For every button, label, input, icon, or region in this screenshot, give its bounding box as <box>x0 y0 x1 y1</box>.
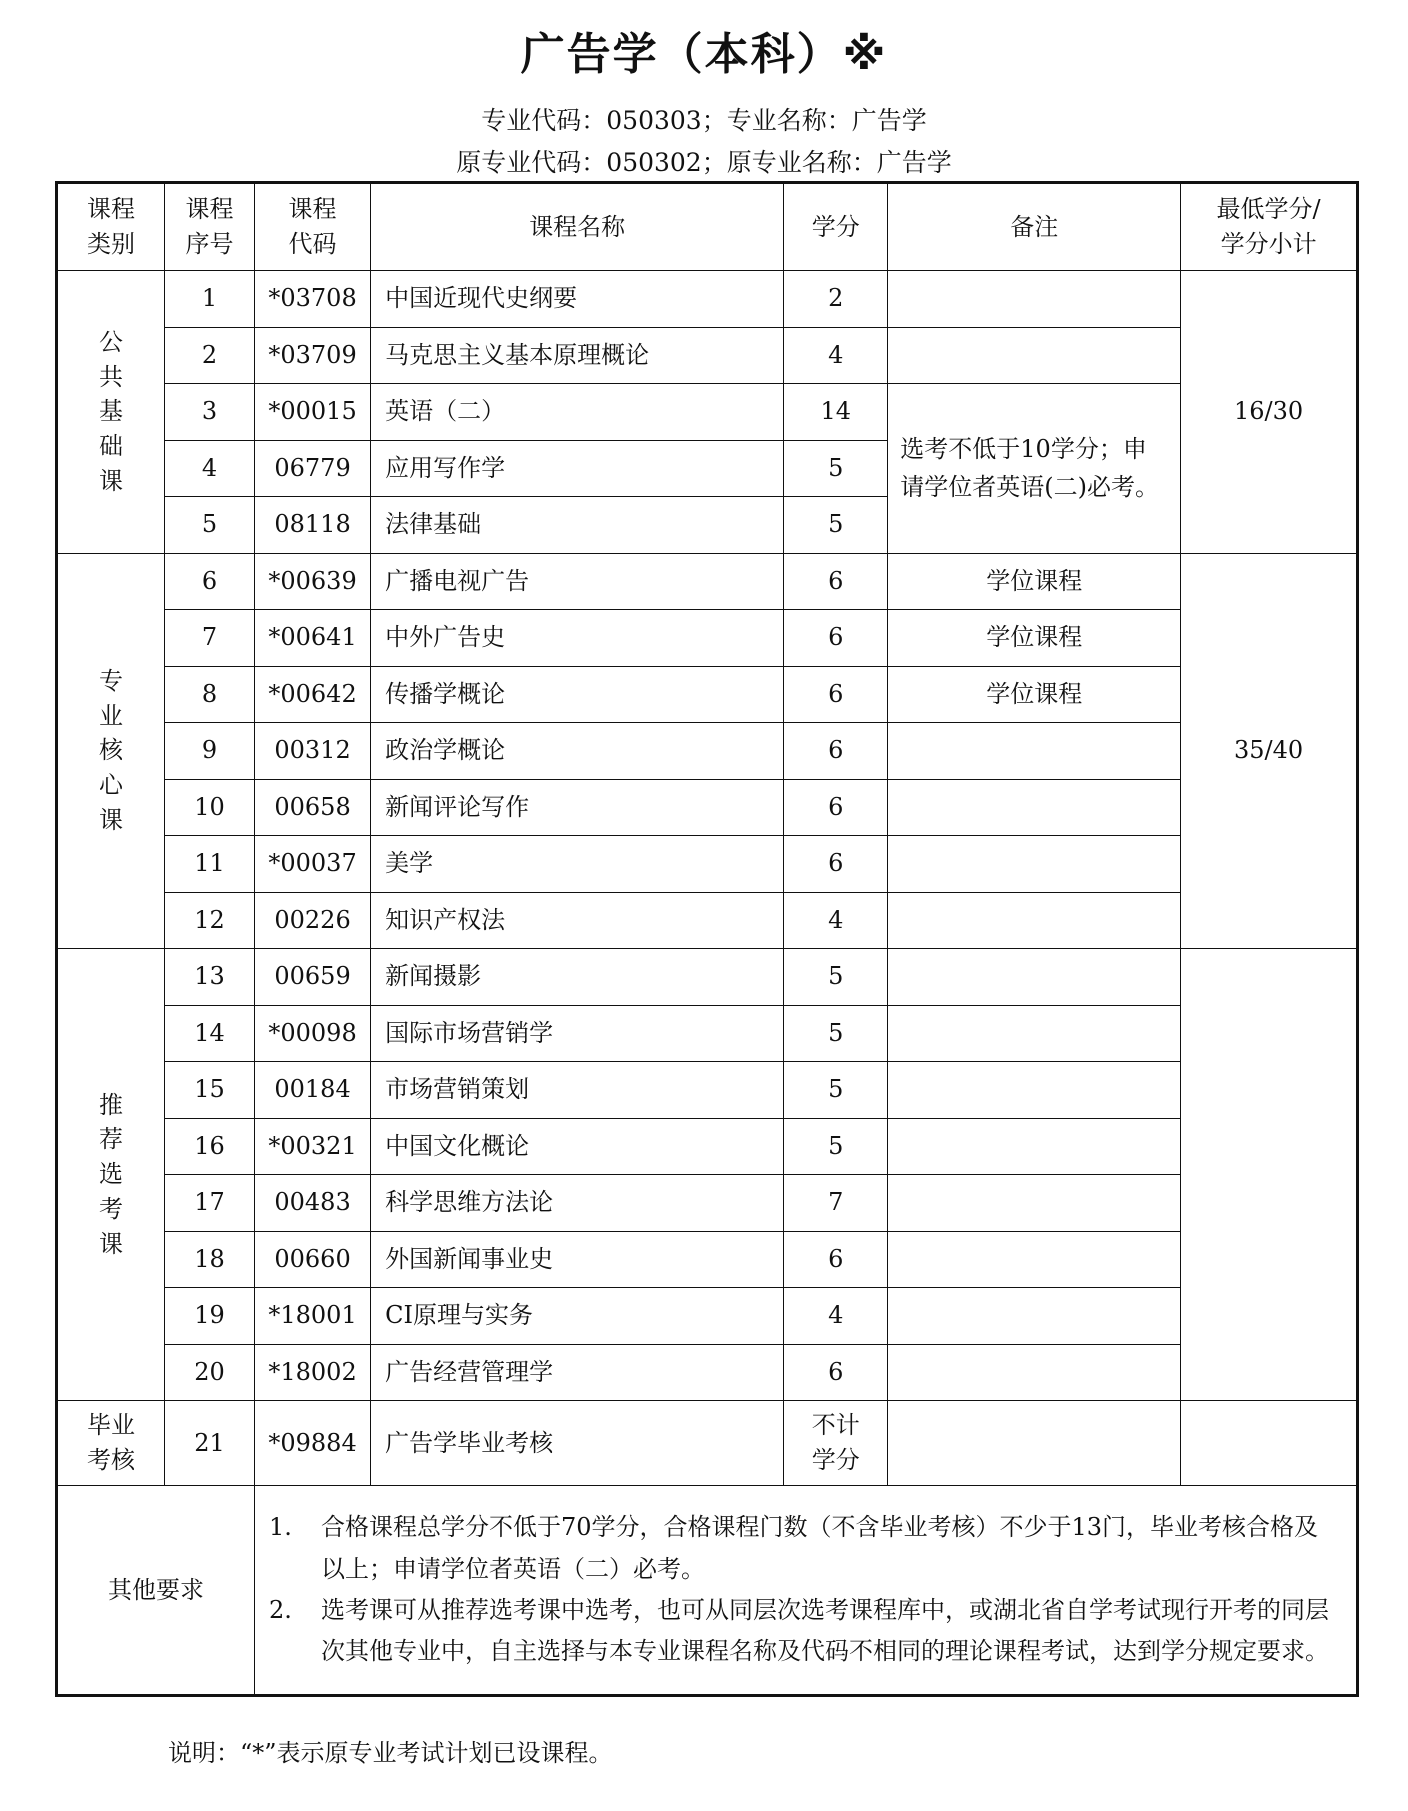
table-row <box>57 779 1358 836</box>
item-number: 1. <box>268 1513 292 1542</box>
seq-cell: 9 <box>165 723 255 780</box>
remark-cell <box>888 1288 1181 1345</box>
seq-cell: 1 <box>165 271 255 328</box>
code-cell: 00226 <box>254 892 370 949</box>
remark-cell <box>888 1175 1181 1232</box>
credit-cell: 6 <box>784 1231 888 1288</box>
seq-cell: 15 <box>165 1062 255 1119</box>
code-cell: *00642 <box>254 666 370 723</box>
course-name-cell: 新闻评论写作 <box>371 779 784 836</box>
seq-cell: 16 <box>165 1118 255 1175</box>
credit-cell: 6 <box>784 836 888 893</box>
credit-cell: 6 <box>784 1344 888 1401</box>
credit-cell: 5 <box>784 1062 888 1119</box>
seq-cell: 14 <box>165 1005 255 1062</box>
table-row <box>57 553 1358 610</box>
seq-cell: 10 <box>165 779 255 836</box>
seq-cell: 13 <box>165 949 255 1006</box>
item-number: 2. <box>268 1596 292 1624</box>
credit-cell: 7 <box>784 1175 888 1232</box>
code-cell: 00184 <box>254 1062 370 1119</box>
credit-cell: 5 <box>784 1118 888 1175</box>
remark-cell: 选考不低于10学分；申请学位者英语(二)必考。 <box>888 384 1181 554</box>
graduation-row <box>57 1401 1358 1486</box>
credit-cell: 6 <box>784 723 888 780</box>
course-name-cell: 新闻摄影 <box>371 949 784 1006</box>
min-credit-cell <box>1181 949 1358 1401</box>
list-item <box>269 1507 1330 1590</box>
page-title: 广告学（本科）※ <box>520 29 888 80</box>
remark-cell: 学位课程 <box>888 553 1181 610</box>
credit-cell: 4 <box>784 1288 888 1345</box>
code-cell: 00312 <box>254 723 370 780</box>
table-row <box>57 384 1358 441</box>
seq-cell: 21 <box>165 1401 255 1486</box>
header-code: 课程 代码 <box>254 183 370 271</box>
credit-cell: 6 <box>784 779 888 836</box>
credit-cell: 6 <box>784 666 888 723</box>
course-name-cell: CI原理与实务 <box>371 1288 784 1345</box>
header-min-credit: 最低学分/ 学分小计 <box>1181 183 1358 271</box>
remark-cell <box>888 1344 1181 1401</box>
remark-cell <box>888 1005 1181 1062</box>
footnote: 说明：“*”表示原专业考试计划已设课程。 <box>168 1739 613 1767</box>
table-row <box>57 1231 1358 1288</box>
course-name-cell: 知识产权法 <box>371 892 784 949</box>
remark-cell <box>888 1118 1181 1175</box>
other-requirements-label: 其他要求 <box>57 1486 255 1696</box>
code-cell: *00321 <box>254 1118 370 1175</box>
table-row <box>57 1062 1358 1119</box>
remark-cell: 学位课程 <box>888 610 1181 667</box>
course-name-cell: 广告经营管理学 <box>371 1344 784 1401</box>
course-name-cell: 国际市场营销学 <box>371 1005 784 1062</box>
table-header-row <box>57 183 1358 271</box>
table-row <box>57 271 1358 328</box>
remark-cell <box>888 1231 1181 1288</box>
credit-cell: 6 <box>784 553 888 610</box>
table-row <box>57 892 1358 949</box>
major-code-line: 专业代码：050303；专业名称：广告学 <box>481 106 927 135</box>
table-row <box>57 1344 1358 1401</box>
category-cell: 毕业 考核 <box>57 1401 165 1486</box>
min-credit-cell: 35/40 <box>1181 553 1358 949</box>
code-cell: *00098 <box>254 1005 370 1062</box>
remark-cell <box>888 723 1181 780</box>
credit-cell: 4 <box>784 327 888 384</box>
code-cell: 00659 <box>254 949 370 1006</box>
course-name-cell: 中国近现代史纲要 <box>371 271 784 328</box>
seq-cell: 6 <box>165 553 255 610</box>
seq-cell: 20 <box>165 1344 255 1401</box>
seq-cell: 18 <box>165 1231 255 1288</box>
remark-cell <box>888 949 1181 1006</box>
course-name-cell: 应用写作学 <box>371 440 784 497</box>
course-name-cell: 科学思维方法论 <box>371 1175 784 1232</box>
credit-cell: 5 <box>784 440 888 497</box>
other-requirements-body <box>254 1486 1357 1696</box>
min-credit-cell <box>1181 1401 1358 1486</box>
remark-cell <box>888 1062 1181 1119</box>
credit-cell: 5 <box>784 1005 888 1062</box>
seq-cell: 3 <box>165 384 255 441</box>
code-cell: *03708 <box>254 271 370 328</box>
item-text: 选考课可从推荐选考课中选考，也可从同层次选考课程库中，或湖北省自学考试现行开考的同层次其他专业中，自主选择与本专业课程名称及代码不相同的理论课程考试，达到学分规定要求。 <box>320 1596 1329 1666</box>
credit-cell: 4 <box>784 892 888 949</box>
course-name-cell: 政治学概论 <box>371 723 784 780</box>
header-credit: 学分 <box>784 183 888 271</box>
code-cell: 00483 <box>254 1175 370 1232</box>
course-name-cell: 法律基础 <box>371 497 784 554</box>
code-cell: *00037 <box>254 836 370 893</box>
code-cell: *18001 <box>254 1288 370 1345</box>
remark-cell: 学位课程 <box>888 666 1181 723</box>
credit-cell: 5 <box>784 949 888 1006</box>
table-row <box>57 1118 1358 1175</box>
credit-cell: 5 <box>784 497 888 554</box>
table-row <box>57 723 1358 780</box>
seq-cell: 11 <box>165 836 255 893</box>
course-name-cell: 传播学概论 <box>371 666 784 723</box>
code-cell: *00639 <box>254 553 370 610</box>
remark-cell <box>888 779 1181 836</box>
header-remark: 备注 <box>888 183 1181 271</box>
code-cell: 00658 <box>254 779 370 836</box>
credit-cell: 6 <box>784 610 888 667</box>
table-row <box>57 666 1358 723</box>
remark-cell <box>888 836 1181 893</box>
table-row <box>57 1288 1358 1345</box>
item-text: 合格课程总学分不低于70学分，合格课程门数（不含毕业考核）不少于13门，毕业考核合格及以上；申请学位者英语（二）必考。 <box>320 1513 1319 1583</box>
original-major-code-line: 原专业代码：050302；原专业名称：广告学 <box>456 148 952 177</box>
course-name-cell: 中国文化概论 <box>371 1118 784 1175</box>
credit-cell: 14 <box>784 384 888 441</box>
other-requirements-row <box>57 1486 1358 1696</box>
seq-cell: 19 <box>165 1288 255 1345</box>
course-name-cell: 中外广告史 <box>371 610 784 667</box>
code-cell: 06779 <box>254 440 370 497</box>
course-name-cell: 马克思主义基本原理概论 <box>371 327 784 384</box>
seq-cell: 7 <box>165 610 255 667</box>
seq-cell: 5 <box>165 497 255 554</box>
code-cell: *00641 <box>254 610 370 667</box>
course-name-cell: 广播电视广告 <box>371 553 784 610</box>
course-name-cell: 英语（二） <box>371 384 784 441</box>
header-category: 课程 类别 <box>57 183 165 271</box>
seq-cell: 8 <box>165 666 255 723</box>
header-name: 课程名称 <box>371 183 784 271</box>
category-cell: 推 荐 选 考 课 <box>57 949 165 1401</box>
code-cell: *00015 <box>254 384 370 441</box>
header-seq: 课程 序号 <box>165 183 255 271</box>
seq-cell: 17 <box>165 1175 255 1232</box>
table-row <box>57 949 1358 1006</box>
seq-cell: 12 <box>165 892 255 949</box>
table-row <box>57 327 1358 384</box>
code-cell: 08118 <box>254 497 370 554</box>
credit-cell: 不计 学分 <box>784 1401 888 1486</box>
course-name-cell: 市场营销策划 <box>371 1062 784 1119</box>
list-item <box>269 1590 1330 1673</box>
category-cell: 专 业 核 心 课 <box>57 553 165 949</box>
table-row <box>57 836 1358 893</box>
seq-cell: 2 <box>165 327 255 384</box>
category-cell: 公 共 基 础 课 <box>57 271 165 554</box>
min-credit-cell: 16/30 <box>1181 271 1358 554</box>
course-name-cell: 美学 <box>371 836 784 893</box>
code-cell: 00660 <box>254 1231 370 1288</box>
course-plan-table <box>55 181 1359 1697</box>
code-cell: *09884 <box>254 1401 370 1486</box>
course-name-cell: 外国新闻事业史 <box>371 1231 784 1288</box>
credit-cell: 2 <box>784 271 888 328</box>
remark-cell <box>888 1401 1181 1486</box>
remark-cell <box>888 271 1181 328</box>
seq-cell: 4 <box>165 440 255 497</box>
table-row <box>57 1175 1358 1232</box>
table-row <box>57 1005 1358 1062</box>
course-name-cell: 广告学毕业考核 <box>371 1401 784 1486</box>
remark-cell <box>888 892 1181 949</box>
code-cell: *18002 <box>254 1344 370 1401</box>
remark-cell <box>888 327 1181 384</box>
code-cell: *03709 <box>254 327 370 384</box>
table-row <box>57 610 1358 667</box>
